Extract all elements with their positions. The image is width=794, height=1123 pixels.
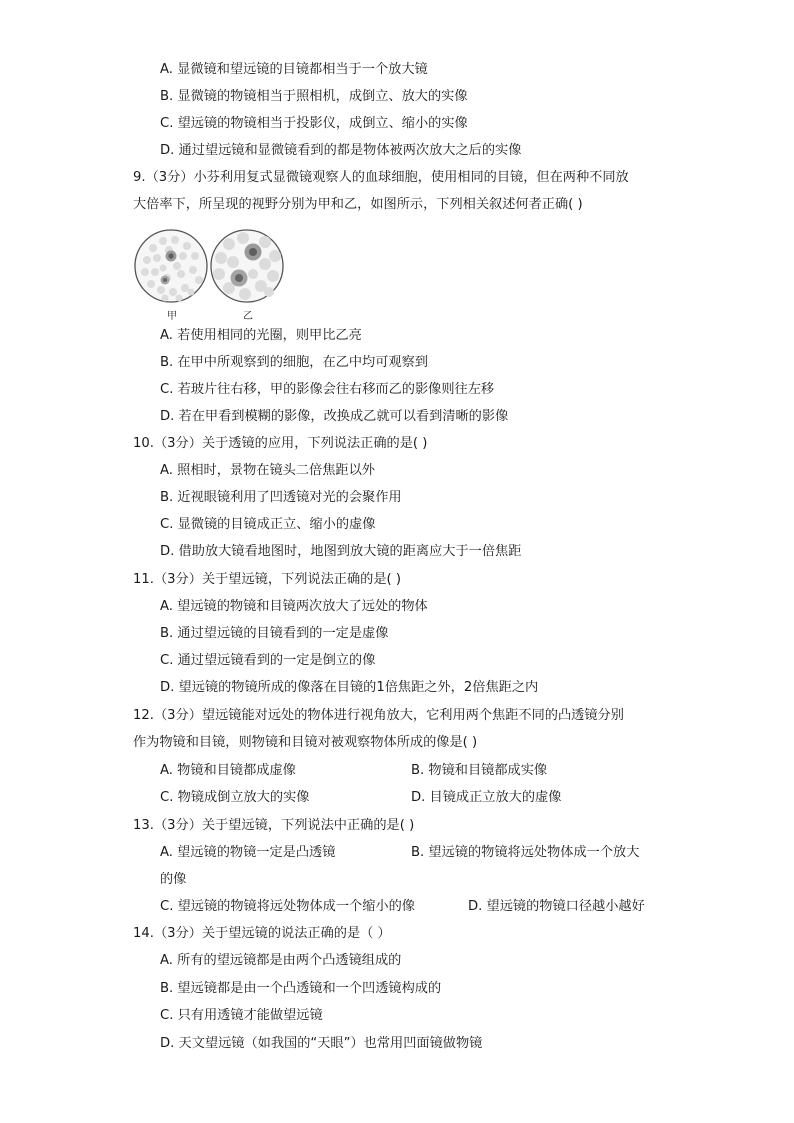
q9-stem-line2: 大倍率下，所呈现的视野分别为甲和乙，如图所示，下列相关叙述何者正确( )	[133, 197, 583, 212]
q13-option-b-continued: 的像	[160, 872, 187, 887]
q10-option-b: B. 近视眼镜利用了凹透镜对光的会聚作用	[160, 490, 402, 505]
field-yi	[211, 230, 283, 302]
q9-option-d: D. 若在甲看到模糊的影像，改换成乙就可以看到清晰的影像	[160, 409, 509, 424]
q14-stem: 14.（3分）关于望远镜的说法正确的是（ ）	[133, 926, 391, 941]
q11-option-c: C. 通过望远镜看到的一定是倒立的像	[160, 653, 376, 668]
q14-option-a: A. 所有的望远镜都是由两个凸透镜组成的	[160, 953, 402, 968]
q11-stem: 11.（3分）关于望远镜，下列说法正确的是( )	[133, 572, 402, 587]
q9-option-c: C. 若玻片往右移，甲的影像会往右移而乙的影像则往左移	[160, 382, 495, 397]
figure-label-yi: 乙	[243, 311, 253, 322]
figure-label-jia: 甲	[167, 311, 177, 322]
q12-option-b: B. 物镜和目镜都成实像	[411, 763, 548, 778]
q8-option-b: B. 显微镜的物镜相当于照相机，成倒立、放大的实像	[160, 89, 468, 104]
q13-stem: 13.（3分）关于望远镜，下列说法中正确的是( )	[133, 818, 415, 833]
q12-option-a: A. 物镜和目镜都成虚像	[160, 763, 296, 778]
q10-stem: 10.（3分）关于透镜的应用，下列说法正确的是( )	[133, 436, 428, 451]
q14-option-c: C. 只有用透镜才能做望远镜	[160, 1008, 323, 1023]
q14-option-d: D. 天文望远镜（如我国的“天眼”）也常用凹面镜做物镜	[160, 1036, 483, 1051]
q8-option-c: C. 望远镜的物镜相当于投影仪，成倒立、缩小的实像	[160, 116, 468, 131]
q10-option-d: D. 借助放大镜看地图时，地图到放大镜的距离应大于一倍焦距	[160, 544, 522, 559]
q13-option-b: B. 望远镜的物镜将远处物体成一个放大	[411, 845, 640, 860]
q9-microscope-figure	[133, 226, 293, 322]
q11-option-b: B. 通过望远镜的目镜看到的一定是虚像	[160, 626, 389, 641]
q10-option-c: C. 显微镜的目镜成正立、缩小的虚像	[160, 517, 376, 532]
blood-cell-fields-image	[133, 226, 293, 322]
q9-option-a: A. 若使用相同的光圈，则甲比乙亮	[160, 328, 362, 343]
q13-option-d: D. 望远镜的物镜口径越小越好	[468, 899, 645, 914]
q9-option-b: B. 在甲中所观察到的细胞，在乙中均可观察到	[160, 355, 428, 370]
q11-option-d: D. 望远镜的物镜所成的像落在目镜的1倍焦距之外，2倍焦距之内	[160, 680, 539, 695]
q13-option-c: C. 望远镜的物镜将远处物体成一个缩小的像	[160, 899, 415, 914]
q8-option-d: D. 通过望远镜和显微镜看到的都是物体被两次放大之后的实像	[160, 143, 522, 158]
q13-option-a: A. 望远镜的物镜一定是凸透镜	[160, 845, 336, 860]
q12-stem-line1: 12.（3分）望远镜能对远处的物体进行视角放大，它利用两个焦距不同的凸透镜分别	[133, 708, 624, 723]
q12-option-d: D. 目镜成正立放大的虚像	[411, 790, 562, 805]
field-jia	[135, 230, 207, 302]
q12-stem-line2: 作为物镜和目镜，则物镜和目镜对被观察物体所成的像是( )	[133, 735, 478, 750]
q12-option-c: C. 物镜成倒立放大的实像	[160, 790, 310, 805]
q11-option-a: A. 望远镜的物镜和目镜两次放大了远处的物体	[160, 599, 428, 614]
q9-stem-line1: 9.（3分）小芬利用复式显微镜观察人的血球细胞，使用相同的目镜，但在两种不同放	[133, 170, 629, 185]
q8-option-a: A. 显微镜和望远镜的目镜都相当于一个放大镜	[160, 62, 428, 77]
q10-option-a: A. 照相时，景物在镜头二倍焦距以外	[160, 463, 375, 478]
q14-option-b: B. 望远镜都是由一个凸透镜和一个凹透镜构成的	[160, 981, 442, 996]
